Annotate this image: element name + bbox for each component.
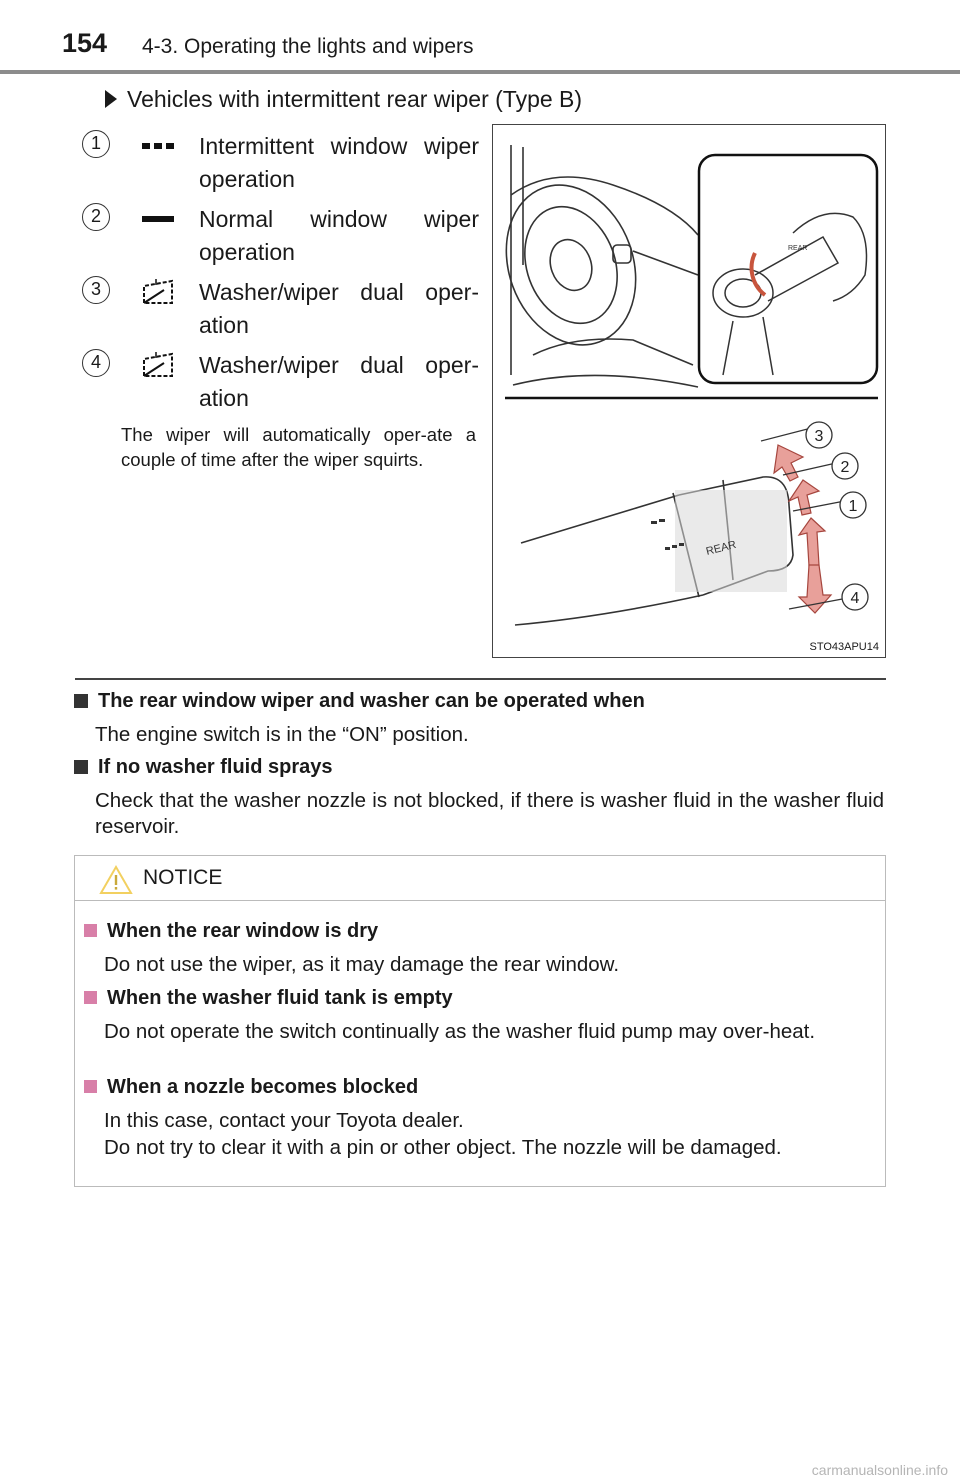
item-text: Washer/wiper dual oper-ation bbox=[199, 352, 479, 411]
notice-header bbox=[75, 856, 885, 901]
notice-text: Do not use the wiper, as it may damage the rear window. bbox=[104, 953, 620, 976]
square-bullet-icon bbox=[74, 694, 88, 708]
square-bullet-icon bbox=[84, 924, 97, 937]
header-rule bbox=[0, 70, 960, 74]
item-number: 3 bbox=[82, 276, 110, 304]
notice-heading-text: When the washer fluid tank is empty bbox=[107, 987, 453, 1009]
wiper-mode-item bbox=[82, 349, 482, 419]
paragraph-body: Check that the washer nozzle is not blocked, if there is washer fluid in the washer fluid reservoir. bbox=[95, 789, 884, 838]
paragraph-heading bbox=[74, 690, 884, 713]
variant-title-text: Vehicles with intermittent rear wiper (Type B) bbox=[127, 86, 583, 112]
info-paragraph bbox=[74, 756, 884, 840]
item-text: Normal window wiper operation bbox=[199, 206, 479, 265]
square-bullet-icon bbox=[84, 1080, 97, 1093]
notice-section-heading bbox=[84, 987, 885, 1010]
notice-heading-text: When the rear window is dry bbox=[107, 920, 379, 942]
normal-wiper-icon bbox=[138, 205, 178, 233]
item-text: Washer/wiper dual oper-ation bbox=[199, 279, 479, 338]
page-header bbox=[0, 0, 960, 74]
item-number: 4 bbox=[82, 349, 110, 377]
section-divider bbox=[75, 678, 886, 680]
section-title: 4-3. Operating the lights and wipers bbox=[142, 35, 474, 58]
square-bullet-icon bbox=[84, 991, 97, 1004]
square-bullet-icon bbox=[74, 760, 88, 774]
warning-triangle-icon bbox=[99, 865, 133, 895]
notice-section bbox=[75, 920, 885, 978]
watermark: carmanualsonline.info bbox=[811, 1462, 948, 1478]
notice-text: In this case, contact your Toyota dealer. bbox=[104, 1109, 464, 1132]
inset-rear-label: REAR bbox=[788, 245, 808, 252]
lever-rear-label: REAR bbox=[704, 538, 738, 558]
variant-title bbox=[105, 86, 582, 113]
triangle-bullet-icon bbox=[105, 90, 117, 108]
notice-text: Do not try to clear it with a pin or other object. The nozzle will be damaged. bbox=[104, 1136, 782, 1159]
wiper-mode-item bbox=[82, 130, 482, 200]
notice-title: NOTICE bbox=[143, 866, 223, 889]
paragraph-heading bbox=[74, 756, 884, 779]
notice-heading-text: When a nozzle becomes blocked bbox=[107, 1076, 419, 1098]
wiper-lever-illustration bbox=[492, 124, 886, 658]
notice-box bbox=[74, 855, 886, 1187]
figure-code: STO43APU14 bbox=[809, 641, 879, 653]
item-note: The wiper will automatically oper-ate a couple of time after the wiper squirts. bbox=[121, 424, 476, 470]
intermittent-wiper-icon bbox=[138, 132, 178, 160]
wiper-lever-drawing bbox=[493, 125, 887, 659]
wiper-mode-item bbox=[82, 203, 482, 273]
callout-number: 1 bbox=[848, 498, 858, 515]
item-number: 1 bbox=[82, 130, 110, 158]
notice-section-heading bbox=[84, 1076, 885, 1099]
item-text: Intermittent window wiper operation bbox=[199, 133, 479, 192]
callout-number: 4 bbox=[850, 590, 860, 607]
callout-number: 3 bbox=[814, 428, 824, 445]
item-number: 2 bbox=[82, 203, 110, 231]
paragraph-body: The engine switch is in the “ON” position. bbox=[95, 723, 469, 746]
page-number: 154 bbox=[62, 28, 108, 58]
notice-section bbox=[75, 987, 885, 1045]
info-paragraph bbox=[74, 690, 884, 748]
notice-section bbox=[75, 1076, 885, 1161]
callout-number: 2 bbox=[840, 459, 850, 476]
paragraph-heading-text: The rear window wiper and washer can be operated when bbox=[98, 690, 645, 712]
notice-section-heading bbox=[84, 920, 885, 943]
wiper-mode-item bbox=[82, 276, 482, 346]
notice-text: Do not operate the switch continually as the washer fluid pump may over-heat. bbox=[104, 1020, 816, 1043]
washer-wiper-icon bbox=[138, 351, 178, 379]
washer-wiper-icon bbox=[138, 278, 178, 306]
paragraph-heading-text: If no washer fluid sprays bbox=[98, 756, 333, 778]
